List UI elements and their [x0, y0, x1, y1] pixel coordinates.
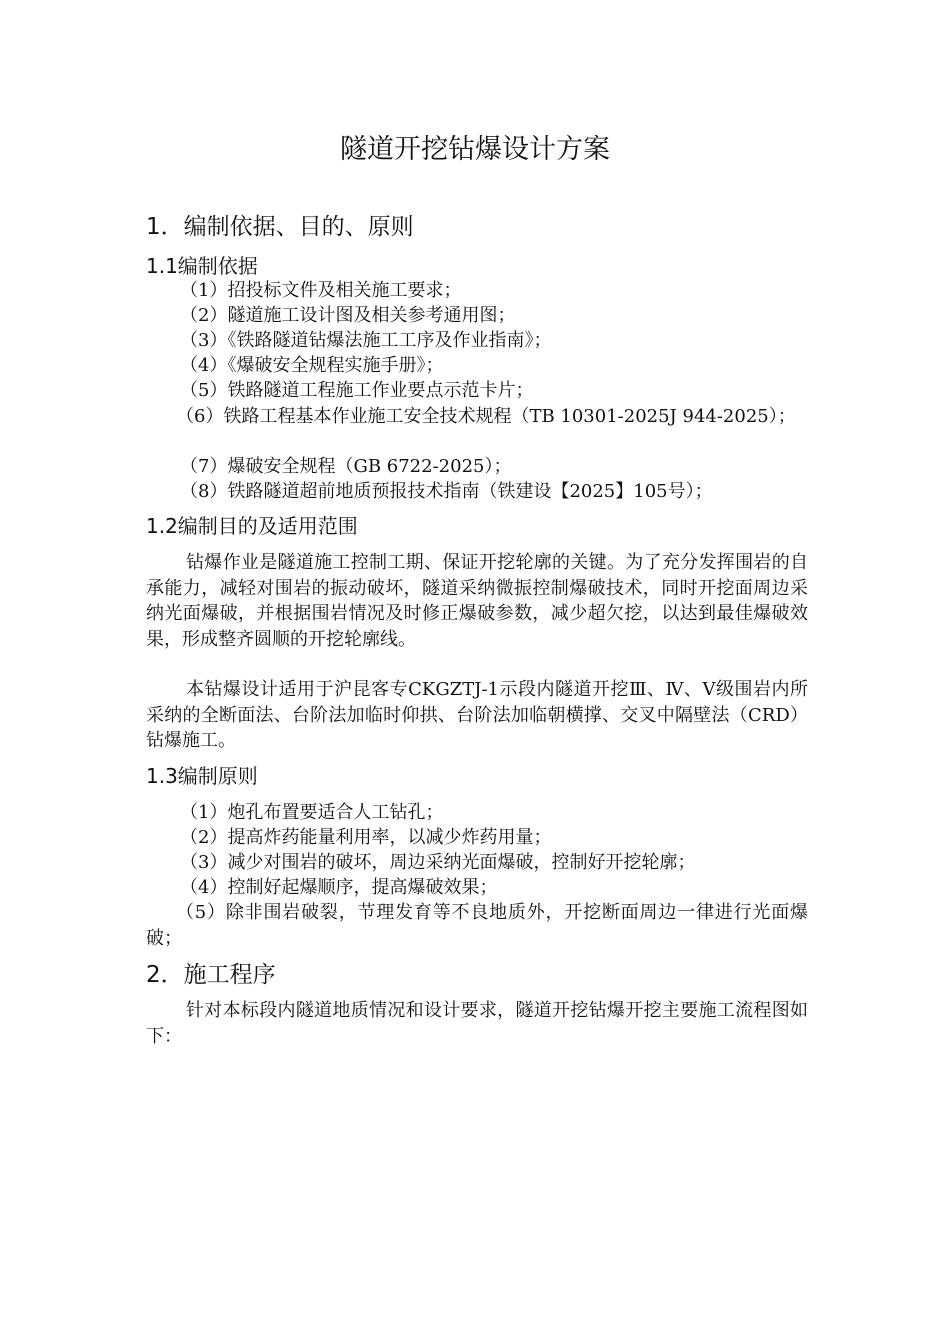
purpose-paragraph-1: 钻爆作业是隧道施工控制工期、保证开挖轮廓的关键。为了充分发挥围岩的自承能力，减轻对围岩的振动破坏，隧道采纳微振控制爆破技术，同时开挖面周边采纳光面爆破，并根据围岩情况及时修正爆破参数，减少超欠挖，以达到最佳爆破效果，形成整齐圆顺的开挖轮廓线。: [146, 552, 808, 650]
basis-item-5: （5）铁路隧道工程施工作业要点示范卡片；: [180, 380, 534, 401]
section-2-heading: 2．施工程序: [146, 962, 276, 988]
principle-item-2: （2）提高炸药能量利用率，以减少炸药用量；: [180, 827, 552, 848]
basis-item-3: （3）《铁路隧道钻爆法施工工序及作业指南》；: [180, 330, 552, 351]
basis-item-8: （8）铁路隧道超前地质预报技术指南（铁建设【2025】105号）；: [180, 481, 713, 502]
basis-item-6: （6）铁路工程基本作业施工安全技术规程（TB 10301-2025J 944-2025）；: [176, 406, 796, 427]
section-1-1-heading: 1.1编制依据: [146, 254, 258, 278]
basis-item-4: （4）《爆破安全规程实施手册》；: [180, 355, 444, 376]
basis-item-7: （7）爆破安全规程（GB 6722-2025）；: [180, 456, 512, 477]
basis-item-1: （1）招投标文件及相关施工要求；: [180, 280, 462, 301]
document-title: 隧道开挖钻爆设计方案: [340, 134, 610, 165]
principle-item-4: （4）控制好起爆顺序，提高爆破效果；: [180, 877, 498, 898]
section-1-3-heading: 1.3编制原则: [146, 764, 258, 788]
basis-item-2: （2）隧道施工设计图及相关参考通用图；: [180, 305, 516, 326]
section-1-2-heading: 1.2编制目的及适用范围: [146, 514, 358, 538]
procedure-paragraph: 针对本标段内隧道地质情况和设计要求，隧道开挖钻爆开挖主要施工流程图如下：: [146, 1000, 808, 1047]
principle-item-3: （3）减少对围岩的破坏，周边采纳光面爆破，控制好开挖轮廓；: [180, 852, 696, 873]
section-1-heading: 1．编制依据、目的、原则: [146, 214, 414, 240]
principle-item-5: （5）除非围岩破裂，节理发育等不良地质外，开挖断面周边一律进行光面爆破；: [146, 902, 808, 949]
purpose-paragraph-2: 本钻爆设计适用于沪昆客专CKGZTJ-1示段内隧道开挖Ⅲ、Ⅳ、Ⅴ级围岩内所采纳的全断面法、台阶法加临时仰拱、台阶法加临朝横撑、交叉中隔壁法（CRD）钻爆施工。: [146, 679, 808, 751]
principle-item-1: （1）炮孔布置要适合人工钻孔；: [180, 802, 444, 823]
